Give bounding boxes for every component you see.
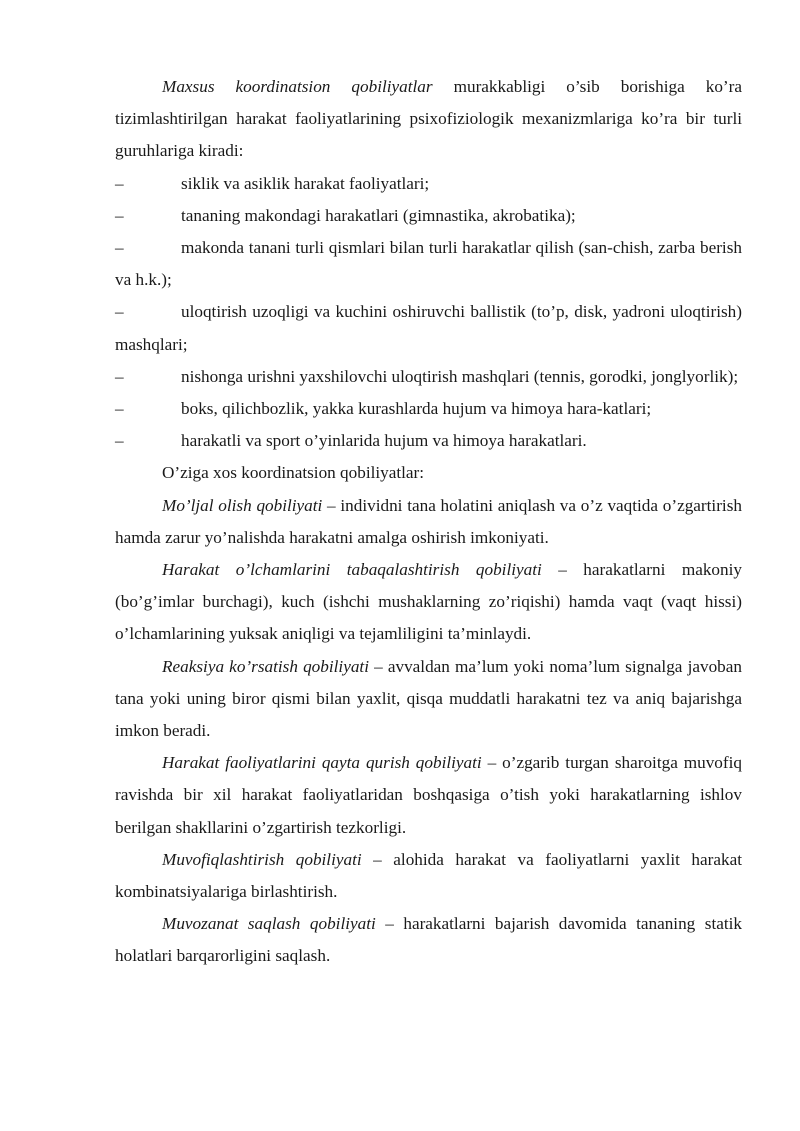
list-item xyxy=(115,296,742,360)
definition-term: Reaksiya ko’rsatish qobiliyati xyxy=(162,656,369,676)
dash-marker: – xyxy=(115,238,124,258)
definition-paragraph xyxy=(115,747,742,844)
list-item xyxy=(115,168,742,200)
dash-marker: – xyxy=(115,366,124,386)
list-item xyxy=(115,393,742,425)
definition-term: Muvozanat saqlash qobiliyati xyxy=(162,914,376,934)
definition-paragraph xyxy=(115,554,742,651)
definition-term: Muvofiqlashtirish qobiliyati xyxy=(162,849,362,869)
definition-text: – alohida harakat va faoliyatlarni yaxlit harakat kombinatsiyalariga birlashtirish. xyxy=(115,849,743,902)
definition-term: Harakat faoliyatlarini qayta qurish qobiliyati xyxy=(162,753,482,773)
definition-term: Mo’ljal olish qobiliyati xyxy=(162,495,323,515)
list-item-text: nishonga urishni yaxshilovchi uloqtirish mashqlari (tennis, gorodki, jonglyorlik); xyxy=(181,366,739,386)
dash-marker: – xyxy=(115,431,124,451)
list-item xyxy=(115,232,742,296)
list-item xyxy=(115,200,742,232)
intro-text: murakkabligi o’sib borishiga ko’ra tizimlashtirilgan harakat faoliyatlarining psixofiziologik mexanizmlariga ko’ra bir turli guruhlariga kiradi: xyxy=(115,77,742,161)
intro-paragraph xyxy=(115,71,742,168)
definition-text: – individni tana holatini aniqlash va o’z vaqtida o’zgartirish hamda zarur yo’nalishda harakatni amalga oshirish imkoniyati. xyxy=(115,495,742,547)
definition-text: – avvaldan ma’lum yoki noma’lum signalga javoban tana yoki uning biror qismi bilan yaxlit, qisqa muddatli harakatni tez va aniq bajarishga imkon beradi. xyxy=(115,656,742,741)
definition-text: – o’zgarib turgan sharoitga muvofiq ravishda bir xil harakat faoliyatlaridan boshqasiga o’tish yoki harakatlarning ishlov berilgan shakllarini o’zgartirish tezkorligi. xyxy=(115,753,742,837)
intro-term: Maxsus koordinatsion qobiliyatlar xyxy=(162,77,433,96)
list-item-text: harakatli va sport o’yinlarida hujum va himoya harakatlari. xyxy=(181,431,587,451)
list-item-text: makonda tanani turli qismlari bilan turli harakatlar qilish (san-chish, zarba berish va h.k.); xyxy=(115,238,742,290)
definition-term: Harakat o’lchamlarini tabaqalashtirish qobiliyati xyxy=(162,560,542,580)
document-page xyxy=(115,71,742,973)
list-item-text: uloqtirish uzoqligi va kuchini oshiruvchi ballistik (to’p, disk, yadroni uloqtirish) mashqlari; xyxy=(115,302,742,354)
list-item xyxy=(115,425,742,457)
list-item xyxy=(115,361,742,393)
definition-paragraph xyxy=(115,844,742,908)
definition-text: – harakatlarni bajarish davomida tananing statik holatlari barqarorligini saqlash. xyxy=(115,914,742,966)
bullet-list xyxy=(115,168,742,458)
dash-marker: – xyxy=(115,302,124,322)
dash-marker: – xyxy=(115,205,124,225)
definition-paragraph xyxy=(115,651,742,748)
dash-marker: – xyxy=(115,399,124,419)
dash-marker: – xyxy=(115,173,124,193)
list-item-text: tananing makondagi harakatlari (gimnastika, akrobatika); xyxy=(181,205,576,225)
list-item-text: siklik va asiklik harakat faoliyatlari; xyxy=(181,173,430,193)
section-heading: O’ziga xos koordinatsion qobiliyatlar: xyxy=(162,463,425,483)
definition-text: – harakatlarni makoniy (bo’g’imlar burchagi), kuch (ishchi mushaklarning zo’riqishi) hamda vaqt (vaqt hissi) o’lchamlarining yuksak aniqligi va tejamliligini ta’minlaydi. xyxy=(115,560,742,644)
list-item-text: boks, qilichbozlik, yakka kurashlarda hujum va himoya hara-katlari; xyxy=(181,399,652,419)
definition-paragraph xyxy=(115,908,742,972)
definition-paragraph xyxy=(115,490,742,554)
